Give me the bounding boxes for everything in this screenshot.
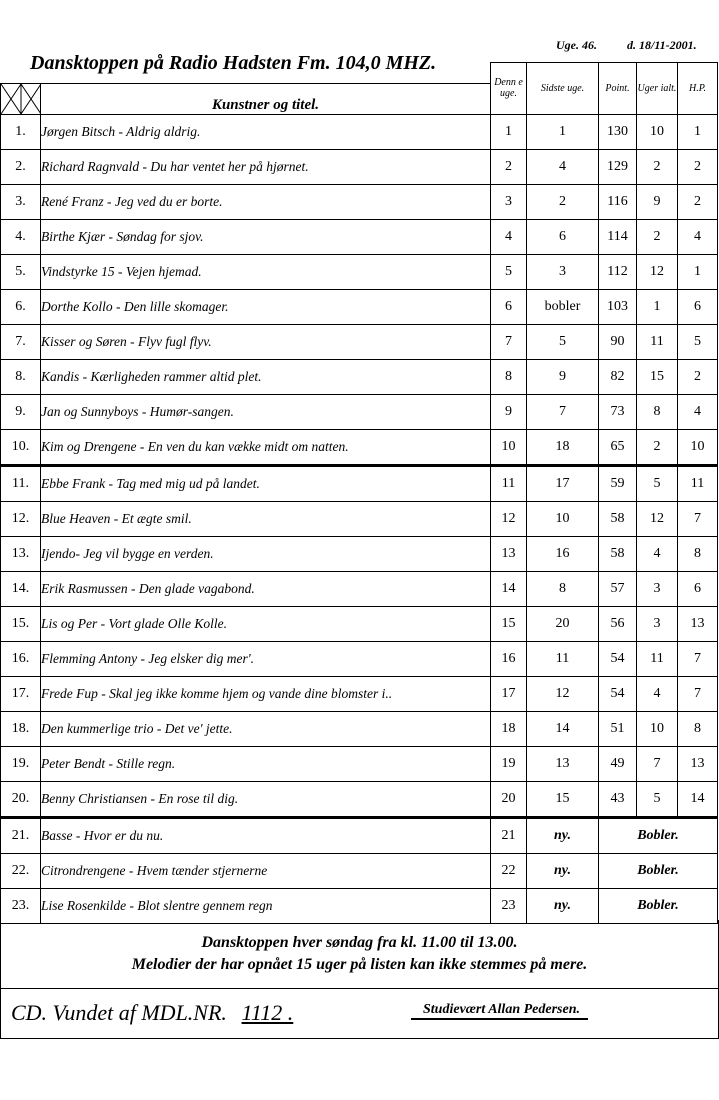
chart-date: d. 18/11-2001. — [627, 38, 697, 52]
row-weeks-total: 9 — [637, 184, 678, 219]
footer-info-box — [0, 920, 719, 989]
table-row — [1, 676, 718, 711]
row-hp: 7 — [678, 641, 718, 676]
table-row — [1, 746, 718, 781]
table-row — [1, 359, 718, 394]
row-weeks-total: 2 — [637, 149, 678, 184]
table-row — [1, 536, 718, 571]
row-points: 58 — [599, 536, 637, 571]
row-artist-title: Basse - Hvor er du nu. — [41, 817, 491, 853]
row-last-week: 7 — [527, 394, 599, 429]
row-artist-title: Birthe Kjær - Søndag for sjov. — [41, 219, 491, 254]
row-hp: 7 — [678, 676, 718, 711]
row-artist-title: Dorthe Kollo - Den lille skomager. — [41, 289, 491, 324]
row-position: 7. — [1, 324, 41, 359]
table-row-bubbler — [1, 853, 718, 888]
row-hp: 8 — [678, 536, 718, 571]
table-row-bubbler — [1, 817, 718, 853]
row-last-week: 6 — [527, 219, 599, 254]
row-this-week: 5 — [491, 254, 527, 289]
row-this-week: 4 — [491, 219, 527, 254]
row-artist-title: Blue Heaven - Et ægte smil. — [41, 501, 491, 536]
row-this-week: 11 — [491, 465, 527, 501]
row-position: 22. — [1, 853, 41, 888]
row-position: 17. — [1, 676, 41, 711]
row-last-week: 17 — [527, 465, 599, 501]
row-weeks-total: 5 — [637, 781, 678, 817]
row-this-week: 19 — [491, 746, 527, 781]
table-row — [1, 501, 718, 536]
studio-host: Studievært Allan Pedersen. — [411, 1002, 588, 1020]
row-hp: 7 — [678, 501, 718, 536]
row-last-week: 14 — [527, 711, 599, 746]
row-this-week: 9 — [491, 394, 527, 429]
row-position: 20. — [1, 781, 41, 817]
row-points: 54 — [599, 676, 637, 711]
row-points: 112 — [599, 254, 637, 289]
header-points: Point. — [599, 63, 637, 115]
row-last-week: ny. — [527, 853, 599, 888]
row-weeks-total: 2 — [637, 219, 678, 254]
row-hp: 2 — [678, 149, 718, 184]
table-row — [1, 184, 718, 219]
row-hp: 14 — [678, 781, 718, 817]
row-artist-title: Flemming Antony - Jeg elsker dig mer'. — [41, 641, 491, 676]
row-points: 59 — [599, 465, 637, 501]
row-position: 2. — [1, 149, 41, 184]
table-row — [1, 114, 718, 149]
header-artist-title: Kunstner og titel. — [41, 83, 491, 114]
row-artist-title: Kisser og Søren - Flyv fugl flyv. — [41, 324, 491, 359]
table-row — [1, 149, 718, 184]
row-weeks-total: 11 — [637, 324, 678, 359]
row-last-week: ny. — [527, 817, 599, 853]
table-row — [1, 219, 718, 254]
row-this-week: 13 — [491, 536, 527, 571]
row-points: 43 — [599, 781, 637, 817]
row-this-week: 20 — [491, 781, 527, 817]
row-last-week: 16 — [527, 536, 599, 571]
row-weeks-total: 8 — [637, 394, 678, 429]
row-position: 15. — [1, 606, 41, 641]
row-artist-title: Kandis - Kærligheden rammer altid plet. — [41, 359, 491, 394]
cd-winner-box — [0, 988, 719, 1039]
row-this-week: 6 — [491, 289, 527, 324]
row-weeks-total: 10 — [637, 711, 678, 746]
row-artist-title: Lis og Per - Vort glade Olle Kolle. — [41, 606, 491, 641]
row-hp: 4 — [678, 394, 718, 429]
row-last-week: 5 — [527, 324, 599, 359]
row-position: 19. — [1, 746, 41, 781]
row-weeks-total: 7 — [637, 746, 678, 781]
cd-winner-number: 1112 . — [241, 1000, 294, 1025]
header-last-week: Sidste uge. — [527, 63, 599, 115]
row-artist-title: René Franz - Jeg ved du er borte. — [41, 184, 491, 219]
row-artist-title: Ebbe Frank - Tag med mig ud på landet. — [41, 465, 491, 501]
row-weeks-total: 1 — [637, 289, 678, 324]
row-points: 57 — [599, 571, 637, 606]
table-row — [1, 641, 718, 676]
table-row — [1, 571, 718, 606]
row-this-week: 21 — [491, 817, 527, 853]
row-this-week: 3 — [491, 184, 527, 219]
row-artist-title: Jan og Sunnyboys - Humør-sangen. — [41, 394, 491, 429]
row-this-week: 16 — [491, 641, 527, 676]
row-bubbler-status: Bobler. — [599, 817, 718, 853]
row-last-week: 11 — [527, 641, 599, 676]
row-artist-title: Vindstyrke 15 - Vejen hjemad. — [41, 254, 491, 289]
row-weeks-total: 15 — [637, 359, 678, 394]
row-points: 129 — [599, 149, 637, 184]
page-title: Dansktoppen på Radio Hadsten Fm. 104,0 MHZ. — [30, 52, 437, 74]
row-points: 51 — [599, 711, 637, 746]
row-position: 5. — [1, 254, 41, 289]
row-this-week: 8 — [491, 359, 527, 394]
row-hp: 6 — [678, 289, 718, 324]
row-position: 18. — [1, 711, 41, 746]
row-artist-title: Jørgen Bitsch - Aldrig aldrig. — [41, 114, 491, 149]
row-position: 8. — [1, 359, 41, 394]
row-hp: 2 — [678, 184, 718, 219]
row-this-week: 23 — [491, 888, 527, 923]
table-row — [1, 289, 718, 324]
week-number: Uge. 46. — [556, 38, 597, 52]
row-this-week: 14 — [491, 571, 527, 606]
row-position: 1. — [1, 114, 41, 149]
row-artist-title: Richard Ragnvald - Du har ventet her på hjørnet. — [41, 149, 491, 184]
row-position: 23. — [1, 888, 41, 923]
row-position: 12. — [1, 501, 41, 536]
row-last-week: 10 — [527, 501, 599, 536]
row-position: 16. — [1, 641, 41, 676]
row-hp: 8 — [678, 711, 718, 746]
row-weeks-total: 12 — [637, 501, 678, 536]
row-this-week: 15 — [491, 606, 527, 641]
header-weeks-total: Uger ialt. — [637, 63, 678, 115]
table-row — [1, 606, 718, 641]
row-weeks-total: 11 — [637, 641, 678, 676]
row-hp: 13 — [678, 606, 718, 641]
row-last-week: 18 — [527, 429, 599, 465]
row-hp: 6 — [678, 571, 718, 606]
row-this-week: 2 — [491, 149, 527, 184]
row-this-week: 10 — [491, 429, 527, 465]
row-weeks-total: 4 — [637, 536, 678, 571]
row-position: 13. — [1, 536, 41, 571]
row-artist-title: Frede Fup - Skal jeg ikke komme hjem og vande dine blomster i.. — [41, 676, 491, 711]
table-row — [1, 781, 718, 817]
row-artist-title: Ijendo- Jeg vil bygge en verden. — [41, 536, 491, 571]
row-artist-title: Peter Bendt - Stille regn. — [41, 746, 491, 781]
row-points: 90 — [599, 324, 637, 359]
row-last-week: 4 — [527, 149, 599, 184]
row-hp: 2 — [678, 359, 718, 394]
row-this-week: 1 — [491, 114, 527, 149]
row-artist-title: Erik Rasmussen - Den glade vagabond. — [41, 571, 491, 606]
week-date-line — [556, 38, 697, 53]
row-weeks-total: 4 — [637, 676, 678, 711]
row-bubbler-status: Bobler. — [599, 888, 718, 923]
table-row — [1, 429, 718, 465]
row-hp: 1 — [678, 254, 718, 289]
row-points: 82 — [599, 359, 637, 394]
cd-winner-label: CD. Vundet af MDL.NR. — [11, 1000, 227, 1025]
chart-table — [0, 62, 718, 924]
row-points: 65 — [599, 429, 637, 465]
row-position: 4. — [1, 219, 41, 254]
row-hp: 4 — [678, 219, 718, 254]
row-last-week: bobler — [527, 289, 599, 324]
table-row — [1, 254, 718, 289]
row-this-week: 7 — [491, 324, 527, 359]
row-hp: 10 — [678, 429, 718, 465]
row-artist-title: Kim og Drengene - En ven du kan vække midt om natten. — [41, 429, 491, 465]
row-position: 6. — [1, 289, 41, 324]
header-this-week: Denn e uge. — [491, 63, 527, 115]
row-position: 3. — [1, 184, 41, 219]
row-points: 114 — [599, 219, 637, 254]
row-last-week: 8 — [527, 571, 599, 606]
footer-schedule: Dansktoppen hver søndag fra kl. 11.00 til 13.00. — [201, 934, 518, 951]
row-weeks-total: 10 — [637, 114, 678, 149]
row-hp: 5 — [678, 324, 718, 359]
corner-cross-cell — [1, 83, 41, 114]
row-weeks-total: 5 — [637, 465, 678, 501]
row-points: 103 — [599, 289, 637, 324]
row-hp: 13 — [678, 746, 718, 781]
footer-rule: Melodier der har opnået 15 uger på listen kan ikke stemmes på mere. — [131, 956, 588, 973]
row-last-week: ny. — [527, 888, 599, 923]
row-points: 116 — [599, 184, 637, 219]
row-position: 9. — [1, 394, 41, 429]
row-artist-title: Benny Christiansen - En rose til dig. — [41, 781, 491, 817]
row-this-week: 12 — [491, 501, 527, 536]
row-last-week: 13 — [527, 746, 599, 781]
row-points: 58 — [599, 501, 637, 536]
row-artist-title: Den kummerlige trio - Det ve' jette. — [41, 711, 491, 746]
row-points: 130 — [599, 114, 637, 149]
row-points: 54 — [599, 641, 637, 676]
header-hp: H.P. — [678, 63, 718, 115]
row-hp: 11 — [678, 465, 718, 501]
row-last-week: 12 — [527, 676, 599, 711]
row-last-week: 1 — [527, 114, 599, 149]
row-position: 11. — [1, 465, 41, 501]
row-weeks-total: 3 — [637, 606, 678, 641]
row-last-week: 20 — [527, 606, 599, 641]
row-this-week: 22 — [491, 853, 527, 888]
row-position: 14. — [1, 571, 41, 606]
row-last-week: 3 — [527, 254, 599, 289]
row-hp: 1 — [678, 114, 718, 149]
row-last-week: 9 — [527, 359, 599, 394]
row-last-week: 15 — [527, 781, 599, 817]
row-weeks-total: 3 — [637, 571, 678, 606]
row-bubbler-status: Bobler. — [599, 853, 718, 888]
row-weeks-total: 2 — [637, 429, 678, 465]
row-points: 56 — [599, 606, 637, 641]
table-row — [1, 324, 718, 359]
row-position: 10. — [1, 429, 41, 465]
table-row-bubbler — [1, 888, 718, 923]
cross-mark — [1, 84, 41, 114]
row-artist-title: Citrondrengene - Hvem tænder stjernerne — [41, 853, 491, 888]
row-this-week: 18 — [491, 711, 527, 746]
row-points: 49 — [599, 746, 637, 781]
row-this-week: 17 — [491, 676, 527, 711]
cd-winner — [11, 1000, 302, 1026]
table-row — [1, 394, 718, 429]
row-last-week: 2 — [527, 184, 599, 219]
table-row — [1, 465, 718, 501]
table-row — [1, 711, 718, 746]
row-points: 73 — [599, 394, 637, 429]
row-weeks-total: 12 — [637, 254, 678, 289]
row-artist-title: Lise Rosenkilde - Blot slentre gennem regn — [41, 888, 491, 923]
row-position: 21. — [1, 817, 41, 853]
